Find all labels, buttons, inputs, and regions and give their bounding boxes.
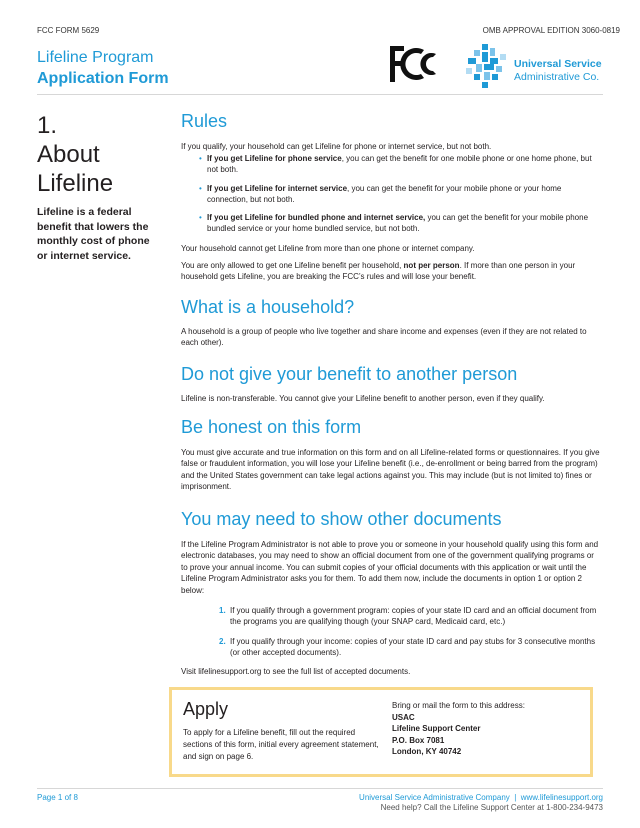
documents-text: If the Lifeline Program Administrator is not able to prove you or someone in your household qualify using this form and electronic databases, you may need to show an official document from one of the government qualifying programs or to prove your annual income. You can submit copies of your official documents with this application or wait until the Lifeline Program Administrator asks you for them. To add them now, include the documents in option 1 or option 2 below: (181, 540, 599, 595)
option-2-text: If you qualify through your income: copies of your state ID card and pay stubs for 3 consecutive months (or other accepted documents). (230, 637, 596, 658)
address-line-3: P.O. Box 7081 (392, 735, 445, 745)
footer-help: Need help? Call the Lifeline Support Center at 1-800-234-9473 (380, 803, 603, 812)
transfer-text: Lifeline is non-transferable. You cannot give your Lifeline benefit to another person, even if they qualify. (181, 394, 545, 403)
usac-name-line-1: Universal Service (514, 58, 602, 70)
section-number: 1. (37, 112, 58, 139)
rules-para-3 (181, 260, 601, 283)
transfer-heading: Do not give your benefit to another person (181, 364, 518, 384)
usac-name-line-2: Administrative Co. (514, 71, 600, 83)
mail-info (392, 700, 587, 758)
apply-heading: Apply (183, 699, 229, 719)
address-line-1: USAC (392, 712, 415, 722)
page-number: Page 1 of 8 (37, 793, 78, 802)
header-divider (37, 94, 603, 95)
household-heading: What is a household? (181, 297, 355, 317)
address-line-4: London, KY 40742 (392, 747, 462, 756)
section-heading (37, 111, 167, 198)
usac-mosaic-icon (464, 42, 510, 90)
address-line-2: Lifeline Support Center (392, 724, 481, 733)
mail-intro: Bring or mail the form to this address: (392, 701, 525, 710)
rules-para-3-b: . If more than one person in your household gets Lifeline, you are breaking the FCC’s rules and will lose your benefit. (181, 261, 576, 282)
title-line-1: Lifeline Program (37, 49, 154, 66)
section-lede: Lifeline is a federal benefit that lowers the monthly cost of phone or internet service. (37, 206, 150, 262)
section-title-line-1: About (37, 141, 100, 168)
rules-bullet-2 (207, 183, 599, 206)
option-1-number: 1. (219, 606, 226, 615)
apply-text: To apply for a Lifeline benefit, fill out the required sections of this form, initial every agreement statement, and sign on page 6. (183, 728, 379, 761)
page-title (37, 47, 169, 89)
rules-para-2: Your household cannot get Lifeline from more than one phone or internet company. (181, 244, 475, 253)
omb-approval: OMB APPROVAL EDITION 3060-0819 (482, 26, 620, 35)
rules-bullet-2-bold: If you get Lifeline for internet service (207, 184, 348, 193)
title-line-2: Application Form (37, 70, 169, 87)
honest-heading: Be honest on this form (181, 417, 362, 437)
footer-divider (37, 788, 603, 789)
documents-option-1 (219, 605, 604, 628)
usac-logo (464, 42, 614, 92)
household-text: A household is a group of people who live together and share income and expenses (even if they are not related to each other). (181, 327, 587, 348)
rules-para-3-a: You are only allowed to get one Lifeline benefit per household, (181, 261, 404, 270)
documents-heading: You may need to show other documents (181, 509, 502, 529)
rules-intro: If you qualify, your household can get Lifeline for phone or internet service, but not both. (181, 142, 492, 151)
section-title-line-2: Lifeline (37, 170, 114, 197)
fcc-logo-icon (386, 40, 444, 88)
rules-bullet-2-text: , you can get the benefit for your mobile phone or your home connection, but not both. (207, 184, 562, 205)
rules-bullet-3-bold: If you get Lifeline for bundled phone and internet service, (207, 213, 426, 222)
rules-bullet-1-text: , you can get the benefit for one mobile phone or one home phone, but not both. (207, 154, 592, 175)
rules-heading: Rules (181, 111, 228, 131)
honest-text: You must give accurate and true information on this form and on all Lifeline-related forms or questionnaires. If you give false or fraudulent information, you will lose your Lifeline benefit (i.e., de-enrollment or being barred from the program) and the United States government can take legal actions against you. This may include (but is not limited to) fines or imprisonment. (181, 448, 600, 492)
form-number: FCC FORM 5629 (37, 26, 100, 35)
apply-box (169, 687, 593, 777)
option-2-number: 2. (219, 637, 226, 646)
rules-bullet-1-bold: If you get Lifeline for phone service (207, 154, 342, 163)
documents-visit: Visit lifelinesupport.org to see the full list of accepted documents. (181, 667, 411, 676)
rules-bullet-3 (207, 212, 599, 235)
rules-para-3-bold: not per person (403, 261, 460, 270)
rules-bullet-3-text: you can get the benefit for your mobile phone bundled service or your home bundled service, but not both. (207, 213, 589, 234)
fcc-logo (386, 40, 444, 88)
rules-bullet-1 (207, 153, 599, 176)
footer-org: Universal Service Administrative Company | www.lifelinesupport.org (359, 793, 603, 802)
option-1-text: If you qualify through a government program: copies of your state ID card and an official document from the programs you are qualifying though (your SNAP card, Medicaid card, etc.) (230, 606, 597, 627)
documents-option-2 (219, 636, 604, 659)
